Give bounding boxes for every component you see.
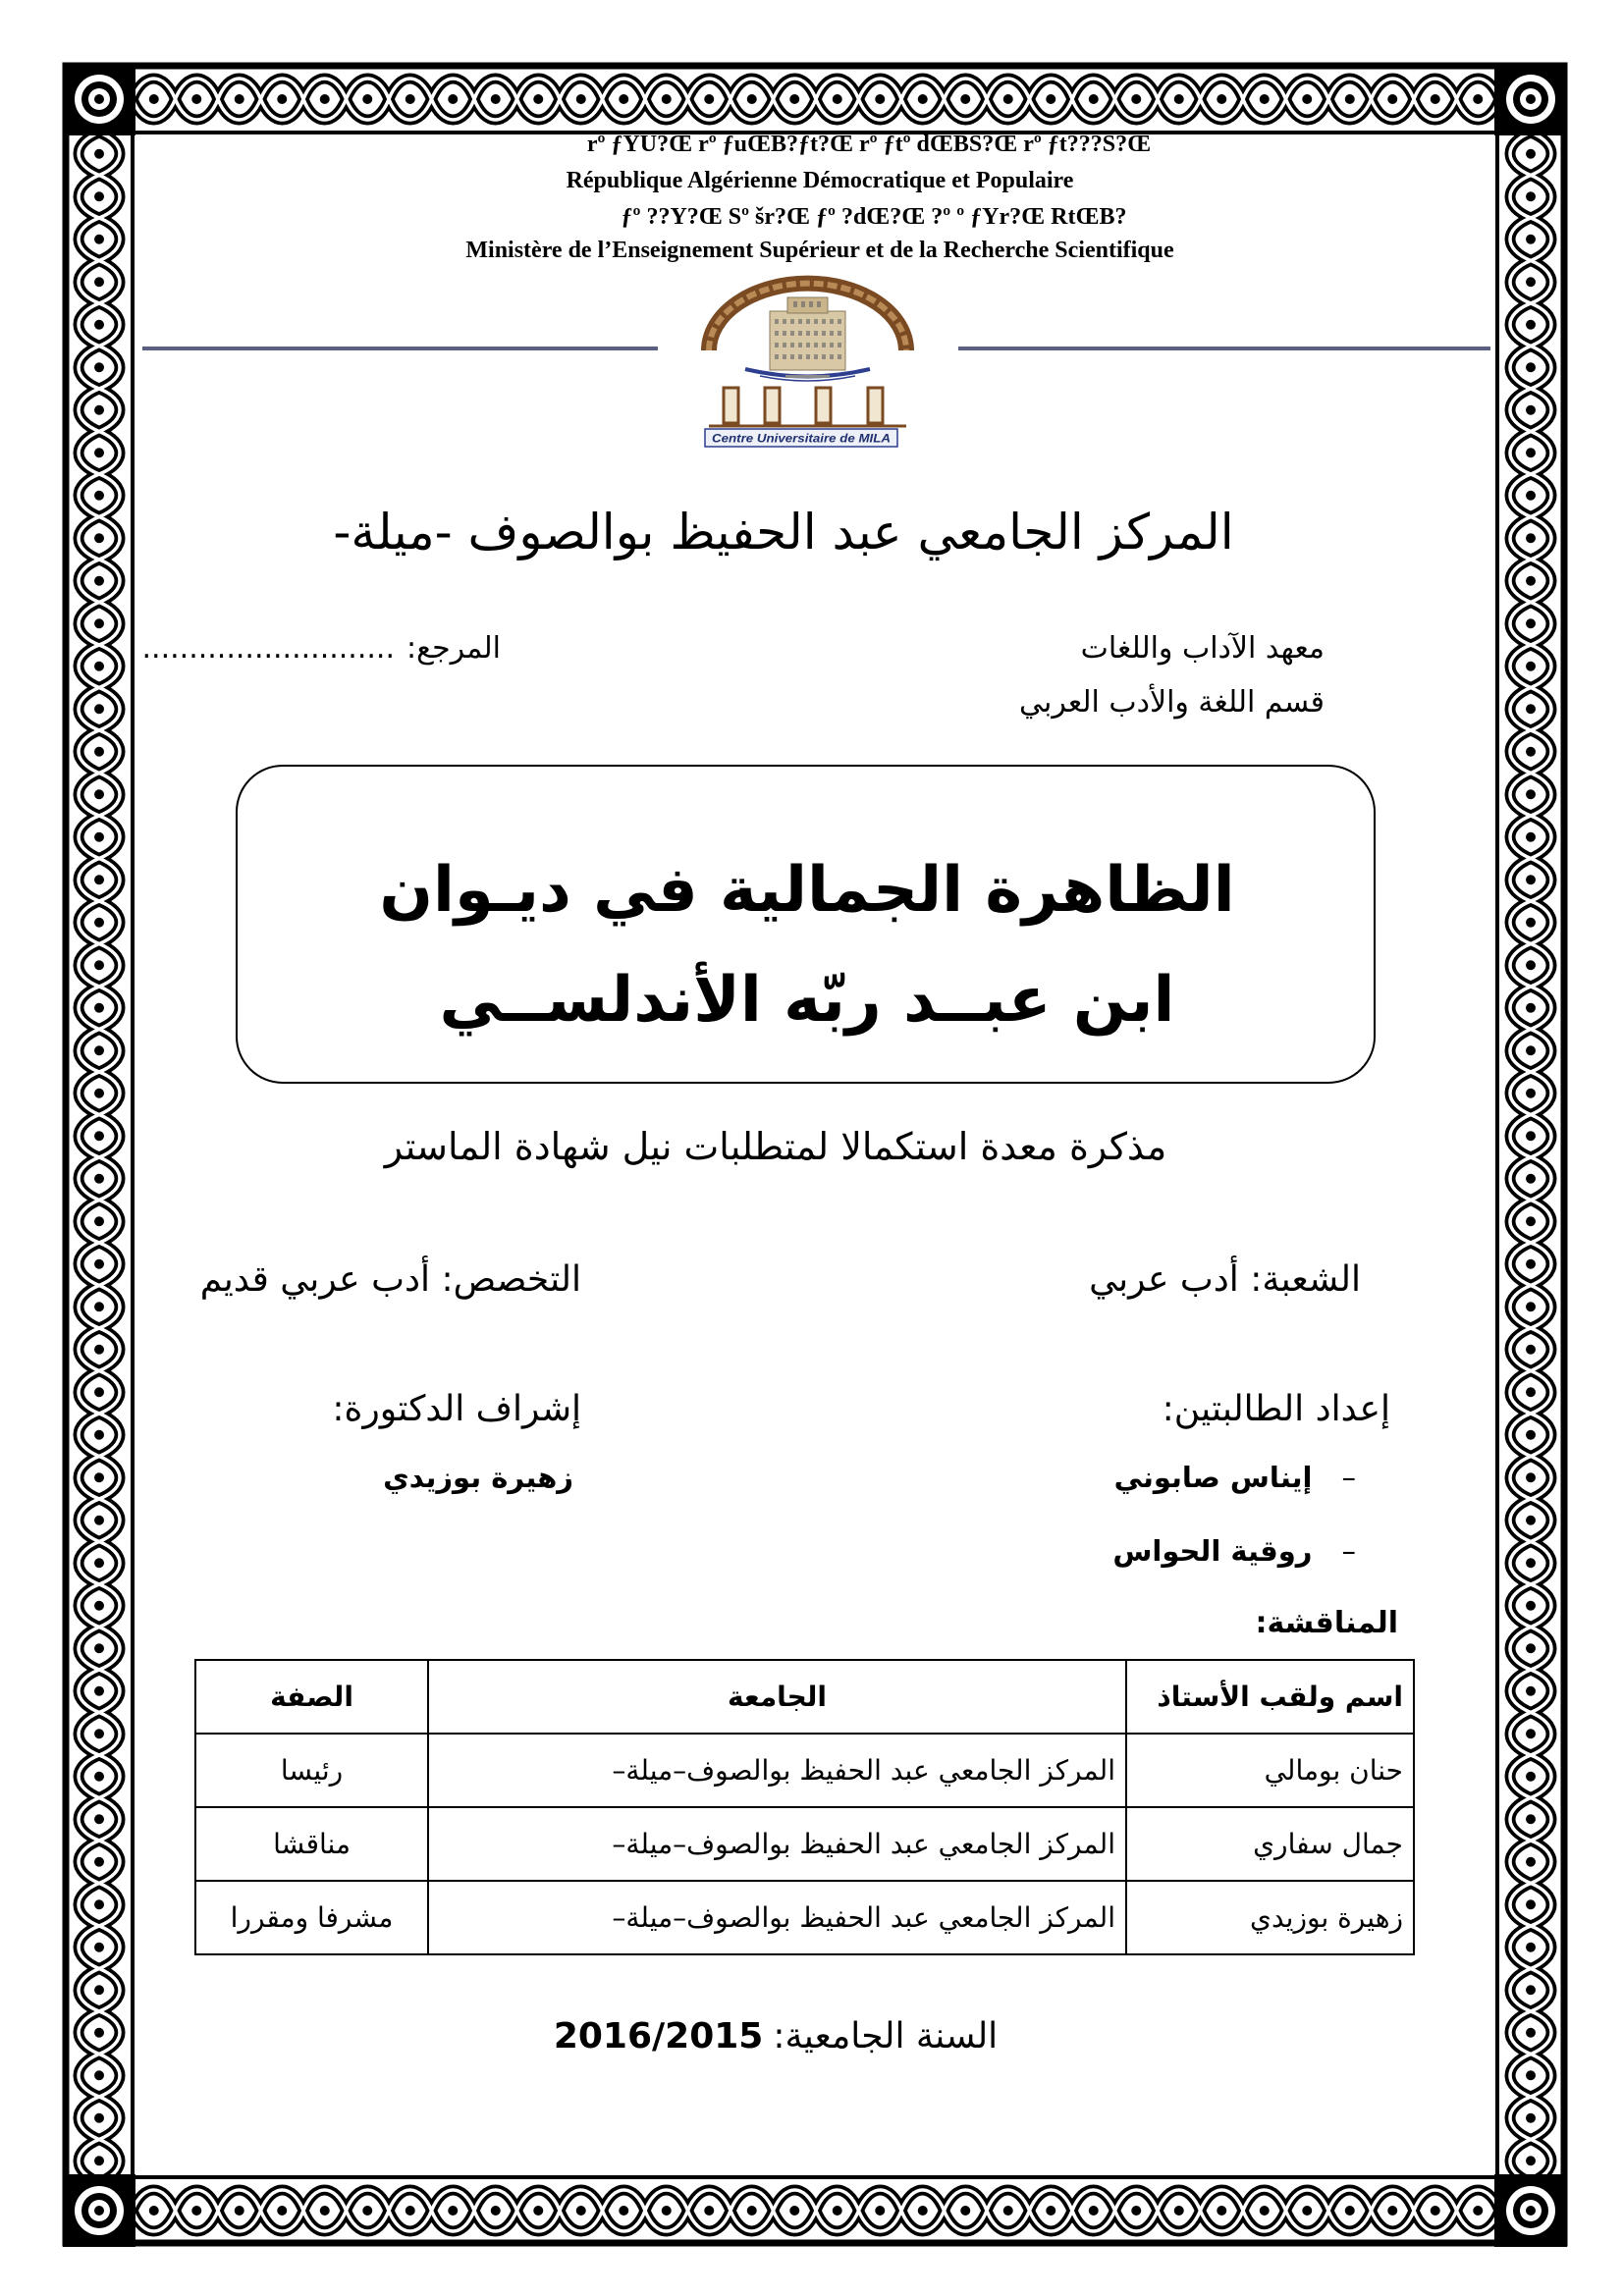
corner-ornament [1494, 63, 1567, 135]
student-item [1112, 1534, 1356, 1569]
reference-label: المرجع: [406, 631, 501, 666]
border-band-top [133, 66, 1497, 133]
supervision-label: إشراف الدكتورة: [332, 1389, 581, 1429]
member-name: حنان بومالي [1126, 1734, 1414, 1807]
member-university: المركز الجامعي عبد الحفيظ بوالصوف–ميلة– [428, 1807, 1126, 1881]
student-item [1114, 1461, 1356, 1495]
institute-name: معهد الآداب واللغات [1080, 631, 1325, 666]
institution-logo [691, 272, 924, 449]
specialty: التخصص: أدب عربي قديم [199, 1259, 581, 1300]
department-name: قسم اللغة والأدب العربي [1018, 685, 1325, 720]
academic-year-label: السنة الجامعية: [773, 2016, 999, 2056]
reference-field [142, 631, 501, 667]
table-row [195, 1881, 1414, 1954]
list-bullet: – [1341, 1461, 1356, 1494]
table-row [195, 1807, 1414, 1881]
corner-ornament [63, 63, 135, 135]
committee-label: المناقشة: [1255, 1606, 1398, 1640]
prepared-by-label: إعداد الطالبتين: [1162, 1389, 1390, 1429]
header-ministry: Ministère de l’Enseignement Supérieur et de la Recherche Scientifique [465, 238, 1174, 263]
member-name: زهيرة بوزيدي [1126, 1881, 1414, 1954]
thesis-title-line-2: ابن عبــد ربّه الأندلســي [439, 964, 1175, 1037]
corner-ornament [1494, 2174, 1567, 2247]
thesis-title-line-1: الظاهرة الجمالية في ديـوان [379, 854, 1235, 927]
table-header-row [195, 1660, 1414, 1734]
member-role: رئيسا [195, 1734, 428, 1807]
member-university: المركز الجامعي عبد الحفيظ بوالصوف–ميلة– [428, 1734, 1126, 1807]
member-role: مناقشا [195, 1807, 428, 1881]
header-garbled-line-2: ƒº ??Y?Œ Sº šr?Œ ƒº ?dŒ?Œ ?º º ƒYr?Œ RtŒB? [621, 204, 1127, 230]
header-republic: République Algérienne Démocratique et Populaire [566, 168, 1074, 193]
divider-right [958, 347, 1490, 350]
member-name: جمال سفاري [1126, 1807, 1414, 1881]
branch: الشعبة: أدب عربي [1089, 1259, 1361, 1300]
supervisor-name: زهيرة بوزيدي [383, 1461, 573, 1494]
student-name: إيناس صابوني [1113, 1461, 1313, 1494]
university-name: المركز الجامعي عبد الحفيظ بوالصوف -ميلة- [333, 504, 1234, 561]
border-band-bottom [133, 2177, 1497, 2244]
member-university: المركز الجامعي عبد الحفيظ بوالصوف–ميلة– [428, 1881, 1126, 1954]
member-role: مشرفا ومقررا [195, 1881, 428, 1954]
corner-ornament [63, 2174, 135, 2247]
border-band-right [1497, 133, 1564, 2177]
academic-year-value: 2016/2015 [553, 2016, 764, 2056]
header-garbled-line-1: rº ƒYÜ?Œ rº ƒuŒB?ƒt?Œ rº ƒtº dŒBS?Œ rº ƒt???S?Œ [586, 132, 1152, 157]
table-row [195, 1734, 1414, 1807]
committee-table [194, 1659, 1415, 1955]
column-header-name: اسم ولقب الأستاذ [1126, 1660, 1414, 1734]
thesis-subtitle: مذكرة معدة استكمالا لمتطلبات نيل شهادة الماستر [384, 1125, 1167, 1168]
border-band-left [66, 133, 133, 2177]
list-bullet: – [1341, 1534, 1356, 1568]
reference-value: ........................... [141, 631, 395, 666]
logo-caption: Centre Universitaire de MILA [712, 431, 891, 446]
column-header-university: الجامعة [428, 1660, 1126, 1734]
academic-year [285, 2015, 1267, 2057]
divider-left [142, 347, 658, 350]
column-header-role: الصفة [195, 1660, 428, 1734]
student-name: روقية الحواس [1112, 1534, 1313, 1568]
